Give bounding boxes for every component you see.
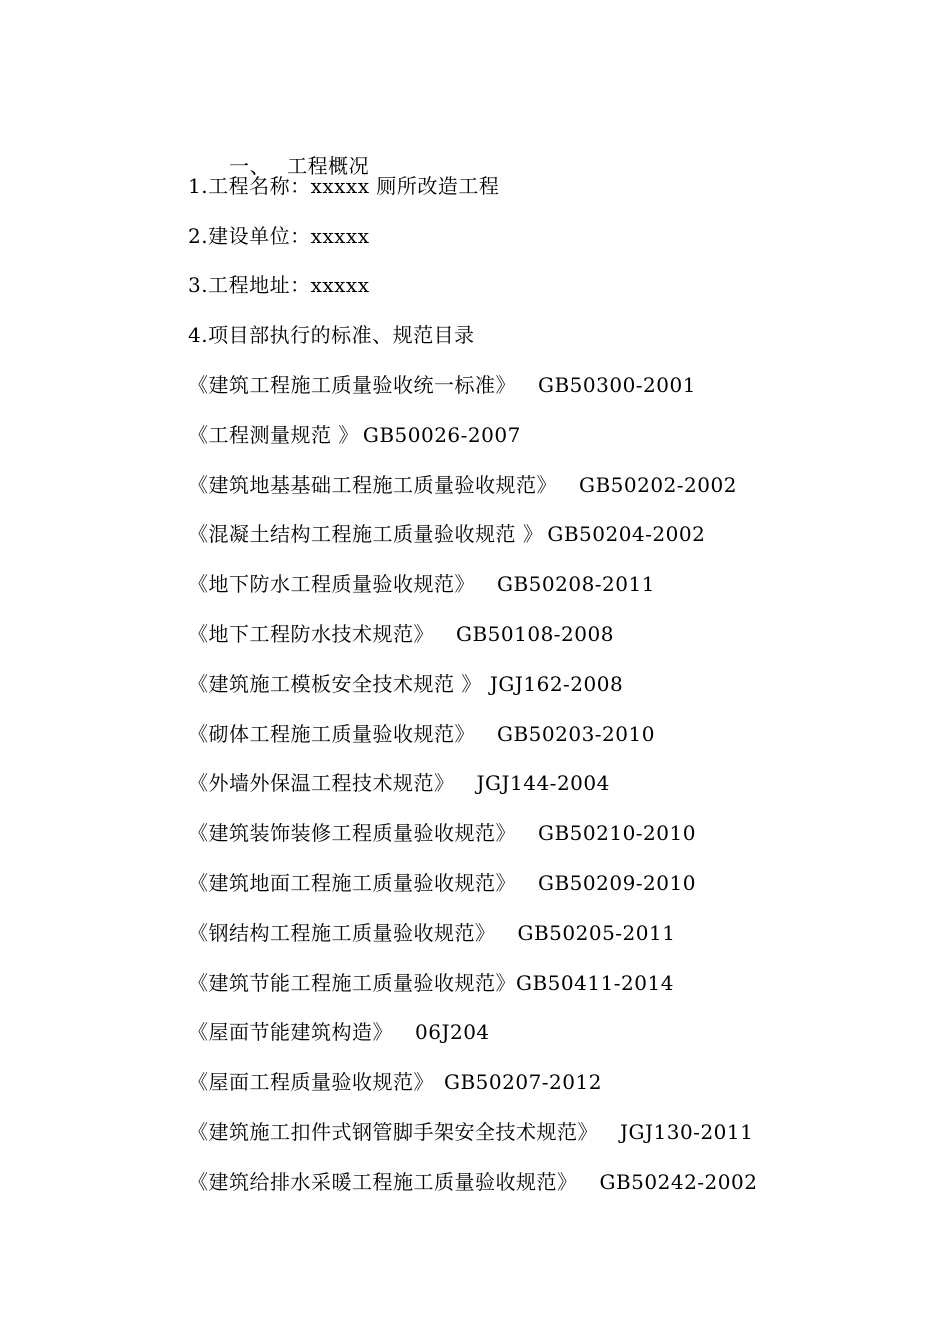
document-body: [188, 121, 908, 1217]
item-standards-list-title: 4.项目部执行的标准、规范目录: [188, 323, 475, 348]
standard-title: 《砌体工程施工质量验收规范》: [188, 721, 475, 746]
standard-row: [188, 470, 908, 520]
standard-title: 《混凝土结构工程施工质量验收规范 》: [188, 522, 544, 547]
section-title: 工程概况: [287, 154, 370, 178]
standard-row: [188, 918, 908, 968]
standard-row: [188, 1067, 908, 1117]
standard-row: [188, 669, 908, 719]
standard-code: GB50208-2011: [497, 572, 655, 597]
standard-code: GB50205-2011: [517, 920, 676, 945]
standard-code: GB50209-2010: [538, 870, 696, 895]
standard-code: GB50204-2002: [547, 522, 706, 547]
standard-row: [188, 569, 908, 619]
standard-title: 《地下防水工程质量验收规范》: [188, 572, 475, 597]
standard-row: [188, 1017, 908, 1067]
standard-row: [188, 370, 908, 420]
standard-title: 《屋面工程质量验收规范》: [188, 1070, 434, 1095]
standard-title: 《建筑地面工程施工质量验收规范》: [188, 870, 516, 895]
standard-code: GB50202-2002: [579, 472, 737, 497]
standard-code: GB50207-2012: [444, 1070, 602, 1095]
item-project-name: 1.工程名称：xxxxx 厕所改造工程: [188, 173, 500, 198]
standard-code: GB50026-2007: [362, 422, 521, 447]
standard-title: 《建筑给排水采暖工程施工质量验收规范》: [188, 1169, 578, 1194]
standards-list: [188, 370, 908, 1217]
standard-code: 06J204: [415, 1020, 490, 1045]
standard-title: 《屋面节能建筑构造》: [188, 1020, 393, 1045]
standard-title: 《建筑装饰装修工程质量验收规范》: [188, 821, 516, 846]
standard-title: 《建筑工程施工质量验收统一标准》: [188, 372, 516, 397]
item-owner-unit: 2.建设单位：xxxxx: [188, 223, 370, 248]
standard-row: [188, 719, 908, 769]
standard-code: JGJ130-2011: [620, 1119, 754, 1144]
standard-title: 《建筑施工模板安全技术规范 》: [188, 671, 482, 696]
standard-title: 《外墙外保温工程技术规范》: [188, 771, 455, 796]
standard-title: 《地下工程防水技术规范》: [188, 621, 434, 646]
standard-code: GB50203-2010: [497, 721, 655, 746]
standard-code: GB50242-2002: [599, 1169, 758, 1194]
standard-row: [188, 420, 908, 470]
standard-code: JGJ162-2008: [489, 671, 624, 696]
standard-row: [188, 818, 908, 868]
section-number: 一、: [229, 154, 271, 178]
standard-title: 《工程测量规范 》: [188, 422, 359, 447]
standard-title: 《建筑地基基础工程施工质量验收规范》: [188, 472, 557, 497]
standard-row: [188, 968, 908, 1018]
standard-code: GB50108-2008: [456, 621, 614, 646]
standard-code: GB50210-2010: [538, 821, 696, 846]
standard-row: [188, 1117, 908, 1167]
standard-code: GB50411-2014: [516, 970, 674, 995]
standard-title: 《钢结构工程施工质量验收规范》: [188, 920, 496, 945]
standard-row: [188, 768, 908, 818]
standard-code: JGJ144-2004: [476, 771, 610, 796]
item-project-address: 3.工程地址：xxxxx: [188, 273, 370, 298]
standard-title: 《建筑节能工程施工质量验收规范》: [188, 970, 516, 995]
section-heading: [188, 121, 908, 178]
standard-row: [188, 868, 908, 918]
standard-code: GB50300-2001: [538, 372, 696, 397]
standard-row: [188, 619, 908, 669]
standard-row: [188, 519, 908, 569]
standard-title: 《建筑施工扣件式钢管脚手架安全技术规范》: [188, 1119, 598, 1144]
standard-row: [188, 1167, 908, 1217]
